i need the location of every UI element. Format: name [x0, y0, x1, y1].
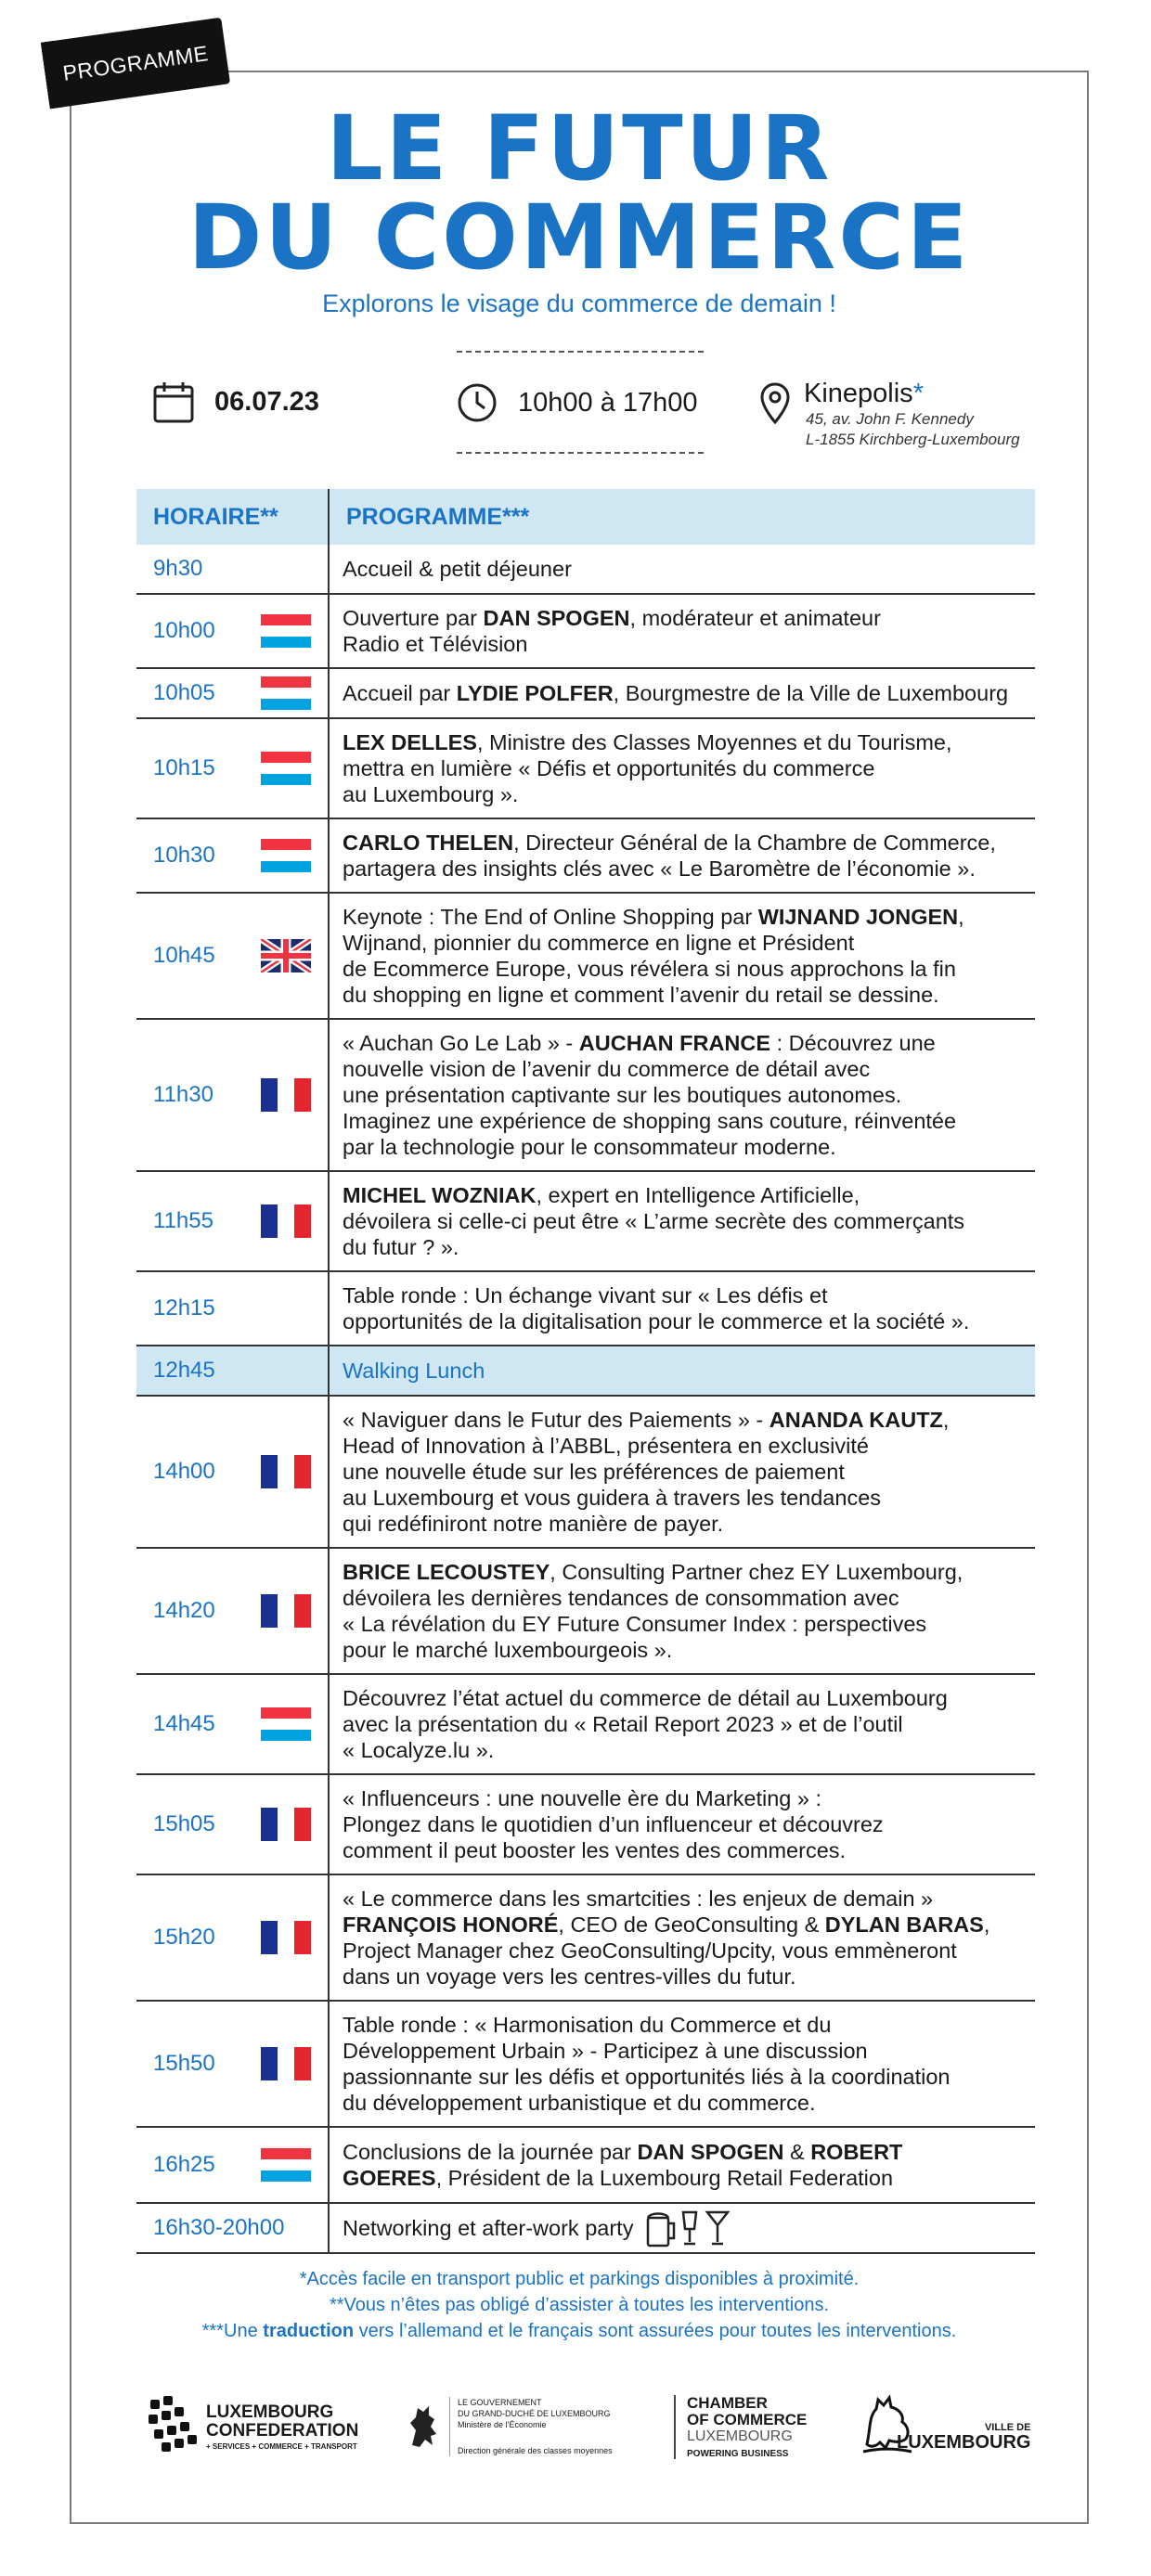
luxembourg-flag-icon — [261, 2148, 311, 2182]
logo-government: LE GOUVERNEMENT DU GRAND-DUCHÉ DE LUXEMBOURG Ministère de l’Économie Direction générale des classes moyennes — [405, 2385, 613, 2468]
row-time-cell — [136, 595, 330, 667]
row-description: Conclusions de la journée par DAN SPOGEN & ROBERT GOERES, Président de la Luxembourg Retail Federation — [343, 2140, 903, 2190]
france-flag-icon — [261, 2047, 311, 2080]
logo-ville-de-luxembourg: VILLE DE LUXEMBOURG — [861, 2385, 1030, 2468]
row-description: MICHEL WOZNIAK, expert en Intelligence Artificielle, dévoilera si celle-ci peut être « L’arme secrète des commerçants du futur ? ». — [343, 1183, 965, 1259]
row-time-cell — [136, 1675, 330, 1773]
row-time-cell — [136, 1775, 330, 1874]
programme-row — [136, 819, 1035, 894]
row-time: 12h15 — [153, 1295, 215, 1320]
luxembourg-flag-icon — [261, 1707, 311, 1741]
row-description: LEX DELLES, Ministre des Classes Moyennes et du Tourisme, mettra en lumière « Défis et opportunités du commerce au Luxembourg ». — [343, 730, 952, 806]
row-time-cell — [136, 1549, 330, 1673]
divider-top — [457, 351, 704, 353]
logo-luxembourg-confederation: LUXEMBOURG CONFEDERATION + SERVICES + COMMERCE + TRANSPORT — [147, 2385, 358, 2468]
venue-name: Kinepolis — [804, 379, 913, 408]
row-time: 10h00 — [153, 618, 215, 643]
programme-row — [136, 1875, 1035, 2002]
row-time-cell — [136, 819, 330, 892]
row-time-cell — [136, 669, 330, 717]
luxembourg-flag-icon — [261, 614, 311, 648]
time-value: 10h00 à 17h00 — [518, 387, 698, 418]
table-header — [136, 489, 1035, 545]
row-time: 16h25 — [153, 2152, 215, 2177]
programme-row — [136, 669, 1035, 719]
row-time-cell — [136, 719, 330, 818]
row-description-cell — [330, 1397, 1035, 1547]
row-description: « Auchan Go Le Lab » - AUCHAN FRANCE : Découvrez une nouvelle vision de l’avenir du commerce de détail avec une présentation captivante sur les boutiques autonomes. Imaginez une expérience de shopping sans couture, réinventée par la technologie pour le consommateur moderne. — [343, 1031, 957, 1159]
row-description-cell — [330, 1549, 1035, 1673]
row-description-cell — [330, 669, 1035, 717]
row-description: Accueil & petit déjeuner — [343, 557, 572, 581]
row-time-cell — [136, 2002, 330, 2126]
row-description-cell — [330, 1172, 1035, 1270]
france-flag-icon — [261, 1921, 311, 1954]
row-description: Accueil par LYDIE POLFER, Bourgmestre de la Ville de Luxembourg — [343, 681, 1009, 705]
page-title — [70, 97, 1089, 290]
row-description-cell — [330, 1346, 1035, 1395]
event-time — [457, 382, 698, 423]
footnotes — [70, 2266, 1089, 2344]
row-time: 14h00 — [153, 1459, 215, 1484]
row-time-cell — [136, 1346, 330, 1395]
row-time: 15h50 — [153, 2051, 215, 2076]
row-description: Table ronde : « Harmonisation du Commerce et du Développement Urbain » - Participez à une discussion passionnante sur les défis et opportunités liés à la coordination du développement urbanistique et du commerce. — [343, 2013, 951, 2115]
row-time-cell — [136, 894, 330, 1018]
row-description-cell — [330, 2002, 1035, 2126]
row-description: « Le commerce dans les smartcities : les enjeux de demain » FRANÇOIS HONORÉ, CEO de GeoConsulting & DYLAN BARAS, Project Manager chez GeoConsulting/Upcity, vous emmèneront dans un voyage vers les centres-villes du futur. — [343, 1887, 990, 1989]
row-description-cell — [330, 545, 1035, 593]
row-time: 10h30 — [153, 843, 215, 868]
programme-row — [136, 894, 1035, 1020]
confederation-mark-icon — [147, 2394, 199, 2459]
programme-row — [136, 1346, 1035, 1397]
row-description-cell — [330, 1775, 1035, 1874]
programme-row — [136, 1020, 1035, 1172]
programme-row — [136, 1675, 1035, 1775]
row-time: 11h30 — [153, 1082, 213, 1107]
france-flag-icon — [261, 1204, 311, 1238]
footnote-3: ***Une traduction vers l’allemand et le français sont assurées pour toutes les interventions. — [201, 2321, 957, 2341]
event-location — [759, 379, 1020, 450]
table-body — [136, 545, 1035, 2254]
subtitle: Explorons le visage du commerce de demain ! — [322, 290, 836, 317]
title-line-2: DU COMMERCE — [188, 186, 971, 290]
row-description: CARLO THELEN, Directeur Général de la Chambre de Commerce, partagera des insights clés avec « Le Baromètre de l’économie ». — [343, 831, 996, 881]
row-description-cell — [330, 719, 1035, 818]
row-description: Découvrez l’état actuel du commerce de détail au Luxembourg avec la présentation du « Retail Report 2023 » et de l’outil « Localyze.lu ». — [343, 1686, 948, 1762]
row-description-cell — [330, 2204, 1035, 2252]
luxembourg-flag-icon — [261, 676, 311, 710]
row-description-cell — [330, 1675, 1035, 1773]
venue-footnote-mark: * — [912, 379, 924, 408]
row-time-cell — [136, 545, 330, 593]
location-pin-icon — [759, 382, 791, 425]
title-line-1: LE FUTUR — [326, 97, 833, 200]
row-description-cell — [330, 1875, 1035, 2000]
header-programme: PROGRAMME*** — [346, 503, 530, 530]
uk-flag-icon — [261, 939, 311, 972]
row-time: 16h30-20h00 — [153, 2215, 285, 2240]
row-time: 9h30 — [153, 556, 203, 581]
row-time-cell — [136, 1172, 330, 1270]
programme-row — [136, 545, 1035, 595]
row-time-cell — [136, 1272, 330, 1345]
row-description: Networking et after-work party — [343, 2216, 634, 2240]
date-value: 06.07.23 — [214, 386, 319, 417]
row-time: 12h45 — [153, 1358, 215, 1383]
row-time-cell — [136, 2204, 330, 2252]
programme-row — [136, 1775, 1035, 1875]
programme-row — [136, 2002, 1035, 2128]
row-time: 14h20 — [153, 1598, 215, 1623]
luxembourg-flag-icon — [261, 752, 311, 785]
row-time-cell — [136, 1020, 330, 1170]
programme-row — [136, 2128, 1035, 2204]
programme-row — [136, 595, 1035, 669]
row-description-cell — [330, 1272, 1035, 1345]
row-time: 10h45 — [153, 943, 215, 968]
row-time: 15h05 — [153, 1811, 215, 1836]
france-flag-icon — [261, 1594, 311, 1628]
row-description: BRICE LECOUSTEY, Consulting Partner chez EY Luxembourg, dévoilera les dernières tendances de consommation avec « La révélation du EY Future Consumer Index : perspectives pour le marché luxembourgeois ». — [343, 1560, 963, 1662]
row-description: Walking Lunch — [343, 1359, 485, 1383]
footnote-1: *Accès facile en transport public et parkings disponibles à proximité. — [299, 2269, 860, 2289]
programme-row — [136, 1272, 1035, 1346]
event-date — [153, 380, 319, 423]
row-time: 10h15 — [153, 755, 215, 780]
programme-row — [136, 719, 1035, 819]
france-flag-icon — [261, 1808, 311, 1841]
row-description-cell — [330, 1020, 1035, 1170]
france-flag-icon — [261, 1455, 311, 1488]
row-description-cell — [330, 595, 1035, 667]
row-description: Ouverture par DAN SPOGEN, modérateur et animateur Radio et Télévision — [343, 606, 881, 656]
row-description: Keynote : The End of Online Shopping par WIJNAND JONGEN, Wijnand, pionnier du commerce en ligne et Président de Ecommerce Europe, vous révélera si nous approchons la fin du shopping en ligne et comment l’avenir du retail se dessine. — [343, 905, 964, 1007]
logo-chamber-of-commerce: CHAMBER OF COMMERCE LUXEMBOURG POWERING BUSINESS — [674, 2385, 807, 2468]
programme-row — [136, 2204, 1035, 2254]
row-time: 10h05 — [153, 680, 215, 705]
row-description: « Influenceurs : une nouvelle ère du Marketing » : Plongez dans le quotidien d’un influenceur et découvrez comment il peut booster les ventes des commerces. — [343, 1786, 884, 1862]
header-schedule: HORAIRE** — [136, 489, 330, 545]
venue-address-line-2: L-1855 Kirchberg-Luxembourg — [806, 431, 1020, 448]
divider-bottom — [457, 452, 704, 454]
badge-label: PROGRAMME — [60, 40, 210, 85]
programme-table — [136, 489, 1035, 2254]
row-time: 15h20 — [153, 1925, 215, 1950]
luxembourg-flag-icon — [261, 839, 311, 872]
programme-row — [136, 1549, 1035, 1675]
programme-row — [136, 1397, 1035, 1549]
row-description-cell — [330, 2128, 1035, 2202]
lion-crest-icon — [405, 2402, 442, 2451]
programme-badge — [45, 30, 226, 97]
row-description-cell — [330, 894, 1035, 1018]
row-time-cell — [136, 1397, 330, 1547]
row-time-cell — [136, 1875, 330, 2000]
calendar-icon — [153, 380, 194, 423]
row-description: « Naviguer dans le Futur des Paiements » - ANANDA KAUTZ, Head of Innovation à l’ABBL, présentera en exclusivité une nouvelle étude sur les préférences de paiement au Luxembourg et vous guidera à travers les tendances qui redéfiniront notre manière de payer. — [343, 1408, 950, 1536]
venue-address-line-1: 45, av. John F. Kennedy — [806, 410, 974, 428]
row-time: 14h45 — [153, 1711, 215, 1736]
row-time-cell — [136, 2128, 330, 2202]
footnote-2: **Vous n’êtes pas obligé d’assister à toutes les interventions. — [329, 2295, 830, 2315]
row-time: 11h55 — [153, 1208, 213, 1233]
drinks-icon — [644, 2209, 733, 2248]
france-flag-icon — [261, 1078, 311, 1112]
row-description: Table ronde : Un échange vivant sur « Les défis et opportunités de la digitalisation pour le commerce et la société ». — [343, 1283, 970, 1333]
programme-row — [136, 1172, 1035, 1272]
row-description-cell — [330, 819, 1035, 892]
clock-icon — [457, 382, 498, 423]
